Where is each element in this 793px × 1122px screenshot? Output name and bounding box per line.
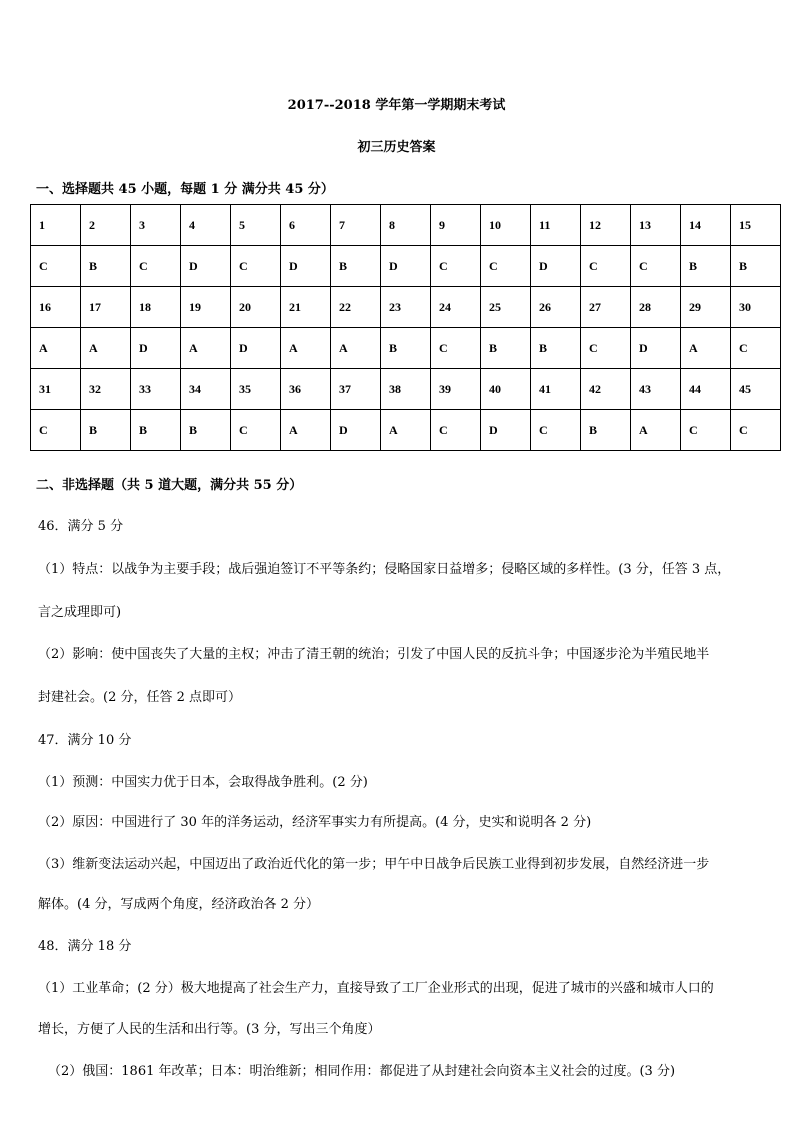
- question-number-cell: 16: [31, 287, 81, 328]
- question-number-cell: 22: [331, 287, 381, 328]
- answer-cell: C: [431, 328, 481, 369]
- answer-line: （1）工业革命；(2 分）极大地提高了社会生产力，直接导致了工厂企业形式的出现，促进了城市的兴盛和城市人口的: [38, 981, 714, 996]
- answer-cell: B: [181, 410, 231, 451]
- table-row: [31, 369, 781, 410]
- answer-cell: B: [131, 410, 181, 451]
- question-number-cell: 11: [531, 205, 581, 246]
- answer-line: 48．满分 18 分: [38, 939, 132, 954]
- answer-cell: A: [81, 328, 131, 369]
- answer-cell: C: [581, 246, 631, 287]
- answer-line: 解体。(4 分，写成两个角度，经济政治各 2 分）: [38, 897, 320, 912]
- answer-cell: A: [381, 410, 431, 451]
- answer-cell: A: [31, 328, 81, 369]
- answer-cell: B: [681, 246, 731, 287]
- question-number-cell: 27: [581, 287, 631, 328]
- answer-cell: B: [481, 328, 531, 369]
- question-number-cell: 7: [331, 205, 381, 246]
- answer-cell: B: [531, 328, 581, 369]
- question-number-cell: 25: [481, 287, 531, 328]
- answer-cell: B: [381, 328, 431, 369]
- answer-line: 47．满分 10 分: [38, 733, 132, 748]
- question-number-cell: 36: [281, 369, 331, 410]
- section-2-heading: 二、非选择题（共 5 道大题，满分共 55 分）: [36, 478, 303, 493]
- question-number-cell: 18: [131, 287, 181, 328]
- question-number-cell: 39: [431, 369, 481, 410]
- answer-cell: D: [231, 328, 281, 369]
- question-number-cell: 4: [181, 205, 231, 246]
- question-number-cell: 19: [181, 287, 231, 328]
- answer-cell: B: [81, 410, 131, 451]
- answer-line: （2）原因：中国进行了 30 年的洋务运动，经济军事实力有所提高。(4 分，史实和说明各 2 分): [38, 815, 592, 830]
- answer-cell: A: [331, 328, 381, 369]
- answer-line: 言之成理即可): [38, 605, 122, 620]
- table-row: [31, 328, 781, 369]
- document-subtitle: 初三历史答案: [357, 140, 436, 155]
- question-number-cell: 1: [31, 205, 81, 246]
- question-number-cell: 6: [281, 205, 331, 246]
- question-number-cell: 9: [431, 205, 481, 246]
- question-number-cell: 42: [581, 369, 631, 410]
- question-number-cell: 40: [481, 369, 531, 410]
- answer-cell: D: [281, 246, 331, 287]
- table-row: [31, 410, 781, 451]
- answer-cell: C: [731, 410, 781, 451]
- question-number-cell: 15: [731, 205, 781, 246]
- answer-cell: C: [31, 410, 81, 451]
- answer-cell: D: [181, 246, 231, 287]
- question-number-cell: 34: [181, 369, 231, 410]
- answer-cell: C: [731, 328, 781, 369]
- question-number-cell: 21: [281, 287, 331, 328]
- question-number-cell: 33: [131, 369, 181, 410]
- question-number-cell: 17: [81, 287, 131, 328]
- answer-cell: C: [131, 246, 181, 287]
- answer-cell: A: [281, 410, 331, 451]
- table-row: [31, 287, 781, 328]
- question-number-cell: 23: [381, 287, 431, 328]
- question-number-cell: 37: [331, 369, 381, 410]
- question-number-cell: 32: [81, 369, 131, 410]
- answer-table: [30, 204, 781, 451]
- answer-cell: C: [31, 246, 81, 287]
- question-number-cell: 28: [631, 287, 681, 328]
- question-number-cell: 45: [731, 369, 781, 410]
- answer-line: （3）维新变法运动兴起，中国迈出了政治近代化的第一步；甲午中日战争后民族工业得到初步发展，自然经济进一步: [38, 857, 710, 872]
- question-number-cell: 44: [681, 369, 731, 410]
- answer-cell: B: [731, 246, 781, 287]
- answer-cell: D: [531, 246, 581, 287]
- answer-cell: D: [481, 410, 531, 451]
- question-number-cell: 31: [31, 369, 81, 410]
- question-number-cell: 3: [131, 205, 181, 246]
- answer-cell: D: [381, 246, 431, 287]
- answer-cell: A: [181, 328, 231, 369]
- answer-cell: C: [231, 246, 281, 287]
- question-number-cell: 8: [381, 205, 431, 246]
- answer-cell: A: [631, 410, 681, 451]
- document-title: 2017--2018 学年第一学期期末考试: [287, 98, 506, 113]
- question-number-cell: 30: [731, 287, 781, 328]
- question-number-cell: 29: [681, 287, 731, 328]
- answer-cell: C: [681, 410, 731, 451]
- question-number-cell: 26: [531, 287, 581, 328]
- question-number-cell: 2: [81, 205, 131, 246]
- table-row: [31, 246, 781, 287]
- answer-cell: C: [431, 246, 481, 287]
- answer-line: （2）俄国：1861 年改革；日本：明治维新；相同作用：都促进了从封建社会向资本主义社会的过度。(3 分): [48, 1064, 676, 1079]
- answer-cell: C: [481, 246, 531, 287]
- answer-cell: B: [81, 246, 131, 287]
- answer-line: （2）影响：使中国丧失了大量的主权；冲击了清王朝的统治；引发了中国人民的反抗斗争；中国逐步沦为半殖民地半: [38, 647, 710, 662]
- answer-cell: C: [631, 246, 681, 287]
- question-number-cell: 35: [231, 369, 281, 410]
- answer-cell: C: [531, 410, 581, 451]
- question-number-cell: 43: [631, 369, 681, 410]
- answer-cell: C: [231, 410, 281, 451]
- answer-cell: D: [131, 328, 181, 369]
- answer-cell: B: [581, 410, 631, 451]
- question-number-cell: 13: [631, 205, 681, 246]
- question-number-cell: 24: [431, 287, 481, 328]
- answer-cell: B: [331, 246, 381, 287]
- answer-cell: C: [581, 328, 631, 369]
- question-number-cell: 41: [531, 369, 581, 410]
- question-number-cell: 38: [381, 369, 431, 410]
- section-1-heading: 一、选择题共 45 小题，每题 1 分 满分共 45 分）: [36, 182, 334, 197]
- answer-cell: C: [431, 410, 481, 451]
- answer-line: （1）预测：中国实力优于日本，会取得战争胜利。(2 分): [38, 775, 368, 790]
- question-number-cell: 20: [231, 287, 281, 328]
- answer-cell: A: [281, 328, 331, 369]
- question-number-cell: 12: [581, 205, 631, 246]
- question-number-cell: 10: [481, 205, 531, 246]
- answer-line: 46．满分 5 分: [38, 519, 124, 534]
- question-number-cell: 5: [231, 205, 281, 246]
- question-number-cell: 14: [681, 205, 731, 246]
- answer-line: 增长，方便了人民的生活和出行等。(3 分，写出三个角度）: [38, 1022, 381, 1037]
- answer-cell: A: [681, 328, 731, 369]
- answer-line: （1）特点：以战争为主要手段；战后强迫签订不平等条约；侵略国家日益增多；侵略区域的多样性。(3 分，任答 3 点，: [38, 562, 731, 577]
- answer-line: 封建社会。(2 分，任答 2 点即可）: [38, 690, 242, 705]
- table-row: [31, 205, 781, 246]
- answer-cell: D: [331, 410, 381, 451]
- answer-cell: D: [631, 328, 681, 369]
